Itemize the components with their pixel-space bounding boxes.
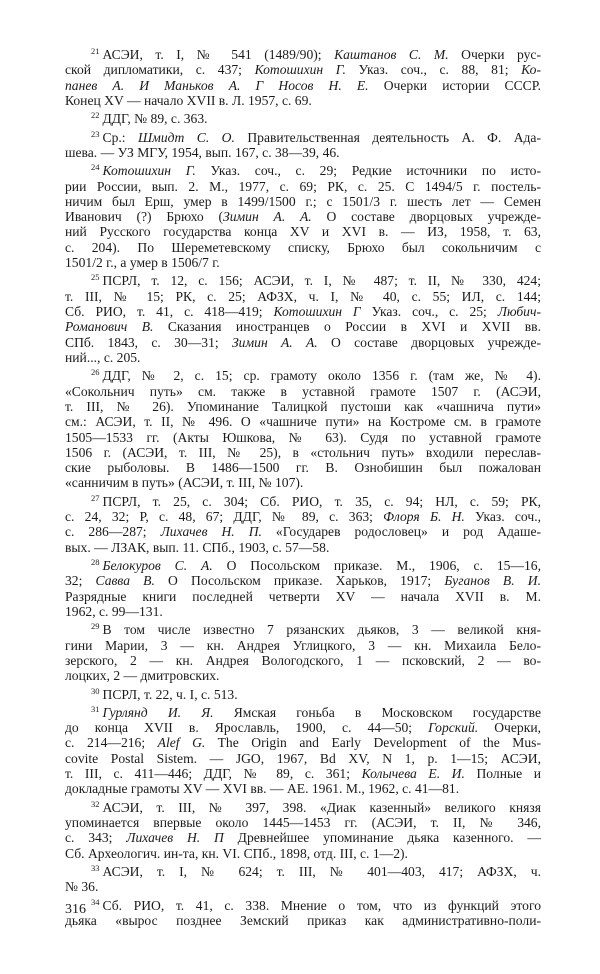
footnote-line — [65, 44, 541, 62]
text-segment: О составе дворцовых учрежде- — [311, 209, 541, 225]
footnote-line — [65, 304, 541, 319]
footnote-line — [65, 653, 541, 668]
italic-author-segment: Котошихин Г. — [102, 163, 196, 179]
text-segment: Сказания иностранцев о России в XVI и XVII вв. — [153, 319, 542, 335]
footnote-line — [65, 350, 541, 365]
text-segment: гини Марии, 3 — кн. Андрея Углицкого, 3 — кн. Михаила Бело- — [65, 637, 541, 653]
footnote-number: 29 — [91, 621, 100, 632]
footnote-line — [65, 509, 541, 524]
text-segment: 32; — [65, 573, 96, 589]
footnote-line — [65, 797, 541, 815]
footnote-line — [65, 846, 541, 861]
italic-author-segment: Гурлянд И. Я. — [102, 704, 214, 720]
footnote-28 — [65, 555, 541, 619]
footnote-line — [65, 179, 541, 194]
footnote-line — [65, 830, 541, 845]
text-segment: 1505—1533 гг. (Акты Юшкова, № 63). Судя по уставной грамоте — [65, 429, 541, 445]
text-segment: 1506 г. (АСЭИ, т. III, № 25), в «стольнич путь» входили переслав- — [65, 444, 541, 460]
text-segment: т. III, № 26). Упоминание Талицкой пустоши как «чашнича пути» — [65, 398, 541, 414]
text-segment: СПб. 1843, с. 30—31; — [65, 334, 232, 350]
footnote-line — [65, 720, 541, 735]
footnote-line — [65, 589, 541, 604]
footnote-line — [65, 861, 541, 879]
footnote-31 — [65, 702, 541, 797]
text-segment: ПСРЛ, т. 12, с. 156; АСЭИ, т. I, № 487; т. II, № 330, 424; — [102, 273, 541, 289]
footnote-27 — [65, 491, 541, 555]
footnote-number: 34 — [91, 896, 100, 907]
text-segment: с. 286—287; — [65, 524, 161, 540]
text-segment: Правительственная деятельность А. Ф. Ада- — [234, 129, 541, 145]
footnote-line — [65, 414, 541, 429]
text-segment: Разрядные книги последней четверти XV — начала XVII в. М. — [65, 588, 541, 604]
text-segment: Очерки истории СССР. — [368, 77, 541, 93]
footnote-line — [65, 913, 541, 928]
italic-author-segment: Котошихин Г — [273, 304, 361, 319]
footnote-line — [65, 475, 541, 490]
footnote-line — [65, 766, 541, 781]
footnote-line — [65, 93, 541, 108]
footnote-line — [65, 702, 541, 720]
footnote-line — [65, 524, 541, 539]
italic-author-segment: Флоря Б. Н. — [383, 509, 465, 525]
italic-author-segment: Зимин А. А. — [231, 334, 318, 350]
footnote-line — [65, 399, 541, 414]
text-segment: ские рыболовы. В 1486—1500 гг. В. Ознобишин был пожалован — [65, 460, 541, 476]
italic-author-segment: Шмидт С. О. — [137, 129, 235, 145]
footnote-22 — [65, 108, 541, 126]
text-segment: В том числе известно 7 рязанских дьяков, 3 — великой кня- — [102, 622, 541, 638]
text-segment: covite Postal Sistem. — JGO, 1967, Bd XV, N 1, p. 1—15; АСЭИ, — [65, 750, 541, 766]
text-segment: Конец XV — начало XVII в. Л. 1957, с. 69. — [65, 92, 312, 108]
text-segment: Сб. РИО, т. 41, с. 338. Мнение о том, что из функций этого — [102, 897, 541, 913]
footnote-line — [65, 62, 541, 77]
footnote-number: 27 — [91, 492, 100, 503]
footnote-line — [65, 638, 541, 653]
page-number: 316 — [65, 902, 86, 917]
footnote-line — [65, 555, 541, 573]
footnote-line — [65, 160, 541, 178]
footnote-line — [65, 604, 541, 619]
text-segment: О составе дворцовых учрежде- — [317, 334, 541, 350]
footnote-line — [65, 815, 541, 830]
italic-author-segment: Зимин А. А. — [222, 209, 312, 225]
footnote-line — [65, 319, 541, 334]
text-segment: до конца XVII в. Ярославль, 1900, с. 44—50; — [65, 720, 429, 736]
italic-author-segment: Alef G. — [157, 735, 206, 751]
footnote-29 — [65, 619, 541, 683]
footnote-line — [65, 127, 541, 145]
text-segment: 1962, с. 99—131. — [65, 603, 163, 619]
text-segment: ничим был Ерш, умер в 1499/1500 г.; с 1501/3 г. шесть лет — Семен — [65, 193, 541, 209]
text-segment: лоцких, 2 — дмитровских. — [65, 668, 220, 684]
footnote-line — [65, 573, 541, 588]
footnote-line — [65, 540, 541, 555]
footnote-line — [65, 255, 541, 270]
italic-author-segment: Лихачев Н. П — [126, 830, 224, 846]
footnote-line — [65, 78, 541, 93]
text-segment: 1501/2 г., а умер в 1506/7 г. — [65, 255, 220, 271]
text-segment: Указ. соч., с. 88, 81; — [345, 62, 522, 78]
text-segment: Древнейшее упоминание дьяка казенного. — — [223, 830, 541, 846]
text-segment: The Origin and Early Development of the Mus- — [205, 735, 541, 751]
footnote-line — [65, 445, 541, 460]
footnote-23 — [65, 127, 541, 161]
footnote-line — [65, 735, 541, 750]
footnote-line — [65, 108, 541, 126]
footnote-number: 33 — [91, 862, 100, 873]
footnote-34 — [65, 895, 541, 929]
footnote-line — [65, 209, 541, 224]
footnote-number: 22 — [91, 110, 100, 121]
footnote-line — [65, 240, 541, 255]
text-segment: ПСРЛ, т. 22, ч. I, с. 513. — [102, 686, 238, 702]
text-segment: Сб. РИО, т. 41, с. 418—419; — [65, 304, 274, 319]
footnote-line — [65, 224, 541, 239]
footnote-number: 26 — [91, 367, 100, 378]
italic-author-segment: Лихачев Н. П. — [160, 524, 262, 540]
footnote-number: 32 — [91, 798, 100, 809]
text-segment: ПСРЛ, т. 25, с. 304; Сб. РИО, т. 35, с. 94; НЛ, с. 59; РК, — [102, 493, 541, 509]
text-segment: О Посольском приказе. М., 1906, с. 15—16, — [212, 558, 541, 573]
footnote-line — [65, 460, 541, 475]
text-segment: АСЭИ, т. III, № 397, 398. «Диак казенный» великого князя — [102, 799, 541, 815]
footnote-line — [65, 194, 541, 209]
italic-author-segment: Каштанов С. М. — [334, 47, 449, 62]
italic-author-segment: панев А. И Маньков А. Г Носов Н. Е. — [65, 77, 369, 93]
footnote-21 — [65, 44, 541, 108]
text-segment: с. 24, 32; Р, с. 48, 67; ДДГ, № 89, с. 363; — [65, 509, 384, 525]
footnote-line — [65, 619, 541, 637]
footnote-line — [65, 491, 541, 509]
footnote-line — [65, 684, 541, 702]
text-segment: Иванович (?) Брюхо ( — [65, 209, 223, 225]
text-segment: «Государев родословец» и род Адаше- — [261, 524, 541, 540]
footnote-number: 30 — [91, 685, 100, 696]
footnote-line — [65, 879, 541, 894]
text-segment: т. III, с. 411—446; ДДГ, № 89, с. 361; — [65, 766, 362, 782]
italic-author-segment: Колычева Е. И. — [361, 766, 465, 782]
text-segment: докладные грамоты XV — XVI вв. — АЕ. 1961. М., 1962, с. 41—81. — [65, 781, 460, 797]
text-segment: с. 343; — [65, 830, 127, 846]
text-segment: см.: АСЭИ, т. II, № 496. О «чашниче пути» на Костроме см. в грамоте — [65, 414, 541, 430]
footnote-number: 24 — [91, 162, 100, 173]
text-segment: № 36. — [65, 879, 99, 895]
footnote-line — [65, 289, 541, 304]
footnote-30 — [65, 684, 541, 702]
text-segment: Указ. соч., — [464, 509, 541, 525]
text-segment: «Сокольнич путь» см. также в уставной грамоте 1507 г. (АСЭИ, — [65, 383, 541, 399]
footnote-number: 23 — [91, 128, 100, 139]
footnote-number: 25 — [91, 272, 100, 283]
footnote-33 — [65, 861, 541, 895]
footnote-line — [65, 270, 541, 288]
italic-author-segment: Романович В. — [65, 319, 154, 335]
footnote-number: 28 — [91, 557, 100, 567]
text-segment: ДДГ, № 2, с. 15; ср. грамоту около 1356 г. (там же, № 4). — [102, 368, 541, 384]
footnote-line — [65, 384, 541, 399]
text-segment: Ямская гоньба в Московском государстве — [213, 704, 541, 720]
text-segment: Ср.: — [102, 129, 138, 145]
footnote-number: 31 — [91, 703, 100, 714]
footnote-line — [65, 430, 541, 445]
text-segment: «санничим в путь» (АСЭИ, т. III, № 107). — [65, 475, 304, 491]
italic-author-segment: Белокуров С. А. — [102, 558, 213, 573]
text-segment: рии России, вып. 2. М., 1977, с. 69; РК, с. 25. С 1494/5 г. постель- — [65, 178, 541, 194]
italic-author-segment: Котошихин Г. — [254, 62, 346, 78]
text-segment: т. III, № 15; РК, с. 25; АФЗХ, ч. I, № 40, с. 55; ИЛ, с. 144; — [65, 288, 541, 304]
footnote-line — [65, 365, 541, 383]
italic-author-segment: Любич- — [497, 304, 541, 319]
footnote-24 — [65, 160, 541, 270]
text-segment: ДДГ, № 89, с. 363. — [102, 111, 208, 127]
text-segment: Указ. соч., с. 29; Редкие источники по исто- — [195, 163, 541, 179]
text-segment: зерского, 2 — кн. Андрея Вологодского, 1 — псковский, 2 — во- — [65, 652, 541, 668]
text-segment: упоминается впервые около 1445—1453 гг. (АСЭИ, т. II, № 346, — [65, 815, 541, 830]
text-segment: Указ. соч., с. 25; — [360, 304, 498, 319]
footnotes-block — [65, 44, 541, 928]
text-segment: ний Русского государства конца XV и XVI в. — ИЗ, 1958, т. 63, — [65, 224, 541, 240]
text-segment: дьяка «вырос позднее Земский приказ как административно-поли- — [65, 912, 541, 928]
text-segment: с. 204). По Шереметевскому списку, Брюхо был сокольничим с — [65, 239, 541, 255]
footnote-line — [65, 145, 541, 160]
footnote-line — [65, 895, 541, 913]
footnote-32 — [65, 797, 541, 861]
footnote-26 — [65, 365, 541, 491]
text-segment: ской дипломатики, с. 437; — [65, 62, 255, 78]
footnote-line — [65, 751, 541, 766]
text-segment: АСЭИ, т. I, № 624; т. III, № 401—403, 417; АФЗХ, ч. — [102, 863, 541, 879]
text-segment: с. 214—216; — [65, 735, 158, 751]
italic-author-segment: Буганов В. И. — [444, 573, 541, 589]
text-segment: Сб. Археологич. ин-та, кн. VI. СПб., 1898, отд. III, с. 1—2). — [65, 845, 408, 861]
italic-author-segment: Ко- — [521, 62, 542, 78]
text-segment: О Посольском приказе. Харьков, 1917; — [154, 573, 445, 589]
text-segment: Полные и — [464, 766, 541, 782]
footnote-line — [65, 781, 541, 796]
italic-author-segment: Савва В. — [95, 573, 155, 589]
text-segment: ний..., с. 205. — [65, 349, 141, 365]
footnote-line — [65, 668, 541, 683]
text-segment: шева. — УЗ МГУ, 1954, вып. 167, с. 38—39, 46. — [65, 144, 340, 160]
text-segment: вых. — ЛЗАК, вып. 11. СПб., 1903, с. 57—58. — [65, 539, 330, 555]
text-segment: Очерки рус- — [448, 47, 541, 62]
footnote-25 — [65, 270, 541, 365]
footnote-number: 21 — [91, 46, 100, 56]
text-segment: Очерки, — [478, 720, 541, 736]
text-segment: АСЭИ, т. I, № 541 (1489/90); — [102, 47, 335, 62]
footnote-line — [65, 335, 541, 350]
italic-author-segment: Горский. — [428, 720, 479, 736]
